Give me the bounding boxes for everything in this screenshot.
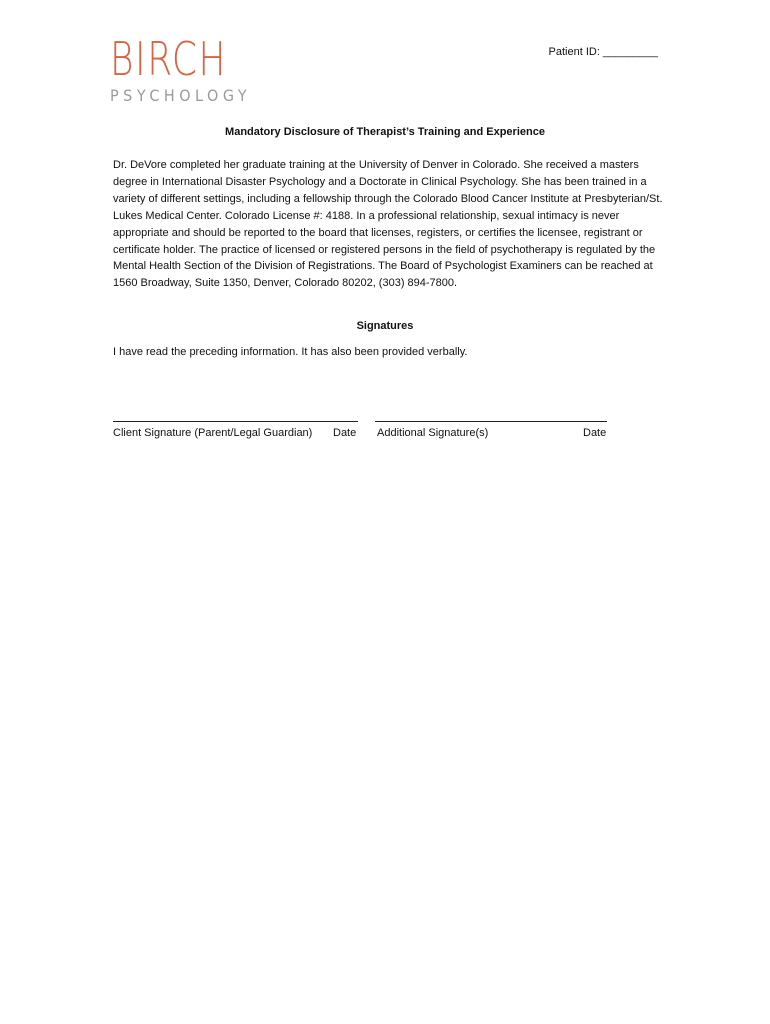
client-signature-line[interactable]	[113, 421, 358, 422]
additional-signature-label: Additional Signature(s)	[377, 427, 489, 439]
logo-subtitle: PSYCHOLOGY	[110, 86, 252, 105]
logo-wordmark: BIRCH	[110, 32, 228, 86]
disclosure-paragraph: Dr. DeVore completed her graduate training at the University of Denver in Colorado. She received a masters degree in International Disaster Psychology and a Doctorate in Clinical Psychology. She has been trained in a variety of different settings, including a fellowship through the Colorado Blood Cancer Institute at Presbyterian/St. Lukes Medical Center. Colorado License #: 4188. In a professional relationship, sexual intimacy is never appropriate and should be reported to the board that licenses, registers, or certifies the licensee, registrant or certificate holder. The practice of licensed or registered persons in the field of psychotherapy is regulated by the Mental Health Section of the Division of Registrations. The Board of Psychologist Examiners can be reached at 1560 Broadway, Suite 1350, Denver, Colorado 80202, (303) 894-7800.	[113, 159, 663, 290]
patient-id-field[interactable]: Patient ID: _________	[548, 46, 658, 58]
client-date-label: Date	[333, 427, 357, 439]
acknowledgement-text: I have read the preceding information. It has also been provided verbally.	[113, 346, 468, 358]
document-title: Mandatory Disclosure of Therapist’s Training and Experience	[225, 126, 545, 138]
signatures-heading: Signatures	[356, 320, 414, 332]
additional-date-label: Date	[583, 427, 607, 439]
client-signature-label: Client Signature (Parent/Legal Guardian)	[113, 427, 313, 439]
birch-psychology-logo	[110, 32, 267, 105]
additional-signature-line[interactable]	[375, 421, 607, 422]
